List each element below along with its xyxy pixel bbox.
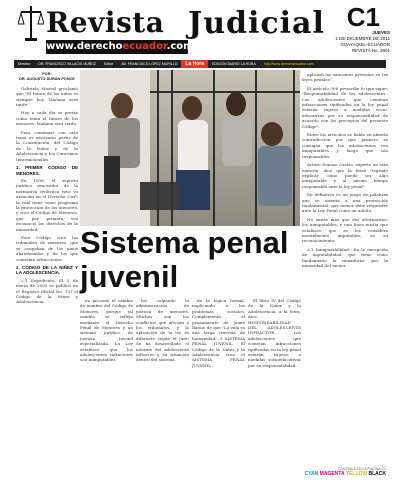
paragraph: Hoy a cada día se presta como tema el futuro de los menores. Mañana será tarde. — [16, 110, 78, 127]
color-registration-marks — [305, 471, 386, 477]
paragraph: Entre los artículos se habla en abierta contradicción por que primero se consigna que los adolescentes son inimputables y luego que son responsables. — [302, 132, 388, 159]
editor-label: Editor — [104, 62, 114, 66]
magenta-mark: MAGENTA — [319, 471, 345, 477]
credits-strip — [14, 60, 386, 68]
paragraph: Gabriela Mistral proclamó que "El futuro de los niños es siempre hoy. Mañana será tarde". — [16, 85, 78, 108]
paragraph: los culpando la administración de justicia de menores. Muchos son los conflictos que afectan a los tribunales, y la aplicación de la ley es diferente según el juez. Se ha desarrollado el informe del adolescente infractor y su situación dentro del sistema. — [136, 298, 189, 363]
photo-scene-young-people-behind-bars — [80, 70, 300, 226]
paragraph: Arturo Donoso Castro, experto en esta materia, dice que la frase "legrado explicar cómo puede ser algo inimputable y al mismo tiempo responsable ante la ley penal". — [302, 162, 388, 189]
masthead-title-part2: Judicial — [188, 6, 325, 41]
issue-day: JUEVES — [372, 30, 390, 35]
director-name: DR. FRANCISCO VILLACIS MUÑOZ — [38, 62, 97, 66]
paragraph: 2.1 Expedición: El 3 de enero de 2003 se publicó en el Registro Oficial No. 737 el Código de la Niñez y Adolescencia. — [16, 277, 78, 305]
paragraph: aplicará las sanciones previstas en las leyes penales". — [302, 72, 388, 83]
headline — [80, 226, 300, 296]
issue-info — [320, 30, 390, 54]
url-prefix: www.derecho — [46, 41, 123, 52]
issue-city: GUAYAQUIL-ECUADOR — [340, 42, 390, 47]
paragraph: Este Código creó las tribunales de menores, que se ocupaban de los niños abandonados y de los que cometían infracciones. — [16, 234, 78, 262]
article-column-4 — [192, 298, 245, 468]
url-suffix: .com — [166, 41, 194, 52]
byline-author: DR. AUGUSTO DURÁN PONCE — [19, 77, 75, 82]
paragraph: no procede el cambio de nombre del Código de Menores, porque tal cambio se refleja mediante el Derecho Penal de Menores y un sistema jurídico de justicia juvenil especializada. La Ley establece que los adolescentes infractores son inimputables. — [80, 298, 133, 363]
section-code: C1 — [346, 2, 380, 32]
paragraph: En 1938, el espíritu jurídico renovador de la normativa civilística tuvo su atención en el Derecho Civil, la cual tiene como programa la protección de los menores, y creó el Código de Menores, que por primera vez reconoció los derechos de la minoridad. — [16, 177, 78, 232]
paragraph: En definitiva es un juego de palabras que se orienta a una protección fundamental: que menor debe responder ante la Ley Penal como un adulto. — [302, 192, 388, 214]
publication-logo — [18, 4, 348, 56]
web-link[interactable]: http://www.derechoecuador.com — [263, 62, 314, 66]
masthead-website[interactable] — [46, 40, 194, 54]
headline-line-2: juvenil — [80, 259, 179, 294]
masthead — [0, 0, 400, 68]
section-heading: 2. CÓDIGO DE LA NIÑEZ Y LA ADOLESCENCIA. — [16, 265, 78, 276]
section-heading: 1. PRIMER CÓDIGO DE MENORES. — [16, 165, 78, 176]
paragraph: Para comenzar con este tema es necesario partir de la Constitución, del Código de la Niñez y de la Adolescencia y los Convenios Internacionales. — [16, 129, 78, 162]
article-column-right — [302, 72, 388, 468]
url-accent: ecuador — [122, 41, 167, 52]
article-column-2 — [80, 298, 133, 468]
paragraph: No existe más que dos alternativas: los inimputables, y una línea media que establece que se les considera mentalmente imputables, en su reconocimiento. — [302, 216, 388, 244]
paragraph: de la lógica formal, implicando a los problemas sociales. Complementa el pensamiento de Jaime Bassio de que "La vida es una larga travesía de humanidad". 3. SISTEMA PENAL JUVENIL. El Código de la Niñez y la Adolescencia crea el SISTEMA PENAL JUVENIL. — [192, 298, 246, 368]
la-hora-logo: La Hora — [181, 60, 208, 68]
article-column-3 — [136, 298, 189, 468]
edition-label: EDICIÓN DIARIO LA HORA — [212, 62, 256, 66]
yellow-mark: YELLOW — [345, 471, 368, 477]
article-lower-columns — [80, 298, 302, 468]
page-footer — [0, 469, 400, 480]
paragraph: 3.1 Inimputabilidad.- En la excepción de Imputabilidad, que tiene como fundamento la inmadurez, por la minoridad del menor. — [302, 246, 388, 268]
headline-line-1: Sistema penal — [80, 225, 289, 260]
logo-emblem — [18, 4, 44, 49]
scales-of-justice-icon — [18, 4, 44, 42]
masthead-title-part1: Revista — [46, 6, 165, 39]
article-photo — [80, 70, 300, 226]
article-column-1 — [16, 72, 78, 468]
director-label: Director — [18, 62, 31, 66]
paragraph: El libro IV del Código de la Niñez y la Adolescencia, a la letra, dice: RESPONSABILIDAD DEL ADOLESCENTE INFRACTOR. Los adolescentes que cometan infracciones tipificadas en la ley penal estarán sujetos a medidas socioeducativas por su responsabilidad. — [248, 298, 301, 368]
cyan-mark: CYAN — [304, 471, 319, 477]
issue-date: 1 DE DICIEMBRE DE 2011 — [335, 36, 390, 41]
issue-number: REVISTA No. 3901 — [351, 48, 390, 53]
editor-name: AB. FRANCISCO LOPEZ MURILLO — [121, 62, 178, 66]
byline-prefix: POR: — [42, 72, 52, 76]
continuation-note: CONTINÚA EN LA PÁGINA C2 — [337, 467, 386, 471]
byline — [16, 72, 78, 83]
paragraph: El artículo 306 prescribe lo que sigue: "Responsabilidad de los adolescentes.- Los adolescentes que cometan infracciones tipificadas en la ley penal estarán sujetos a medidas socio-educativas por su responsabilidad de acuerdo con los preceptos del presente Código". — [302, 85, 388, 129]
black-mark: BLACK — [368, 471, 386, 477]
article-column-5 — [248, 298, 301, 468]
